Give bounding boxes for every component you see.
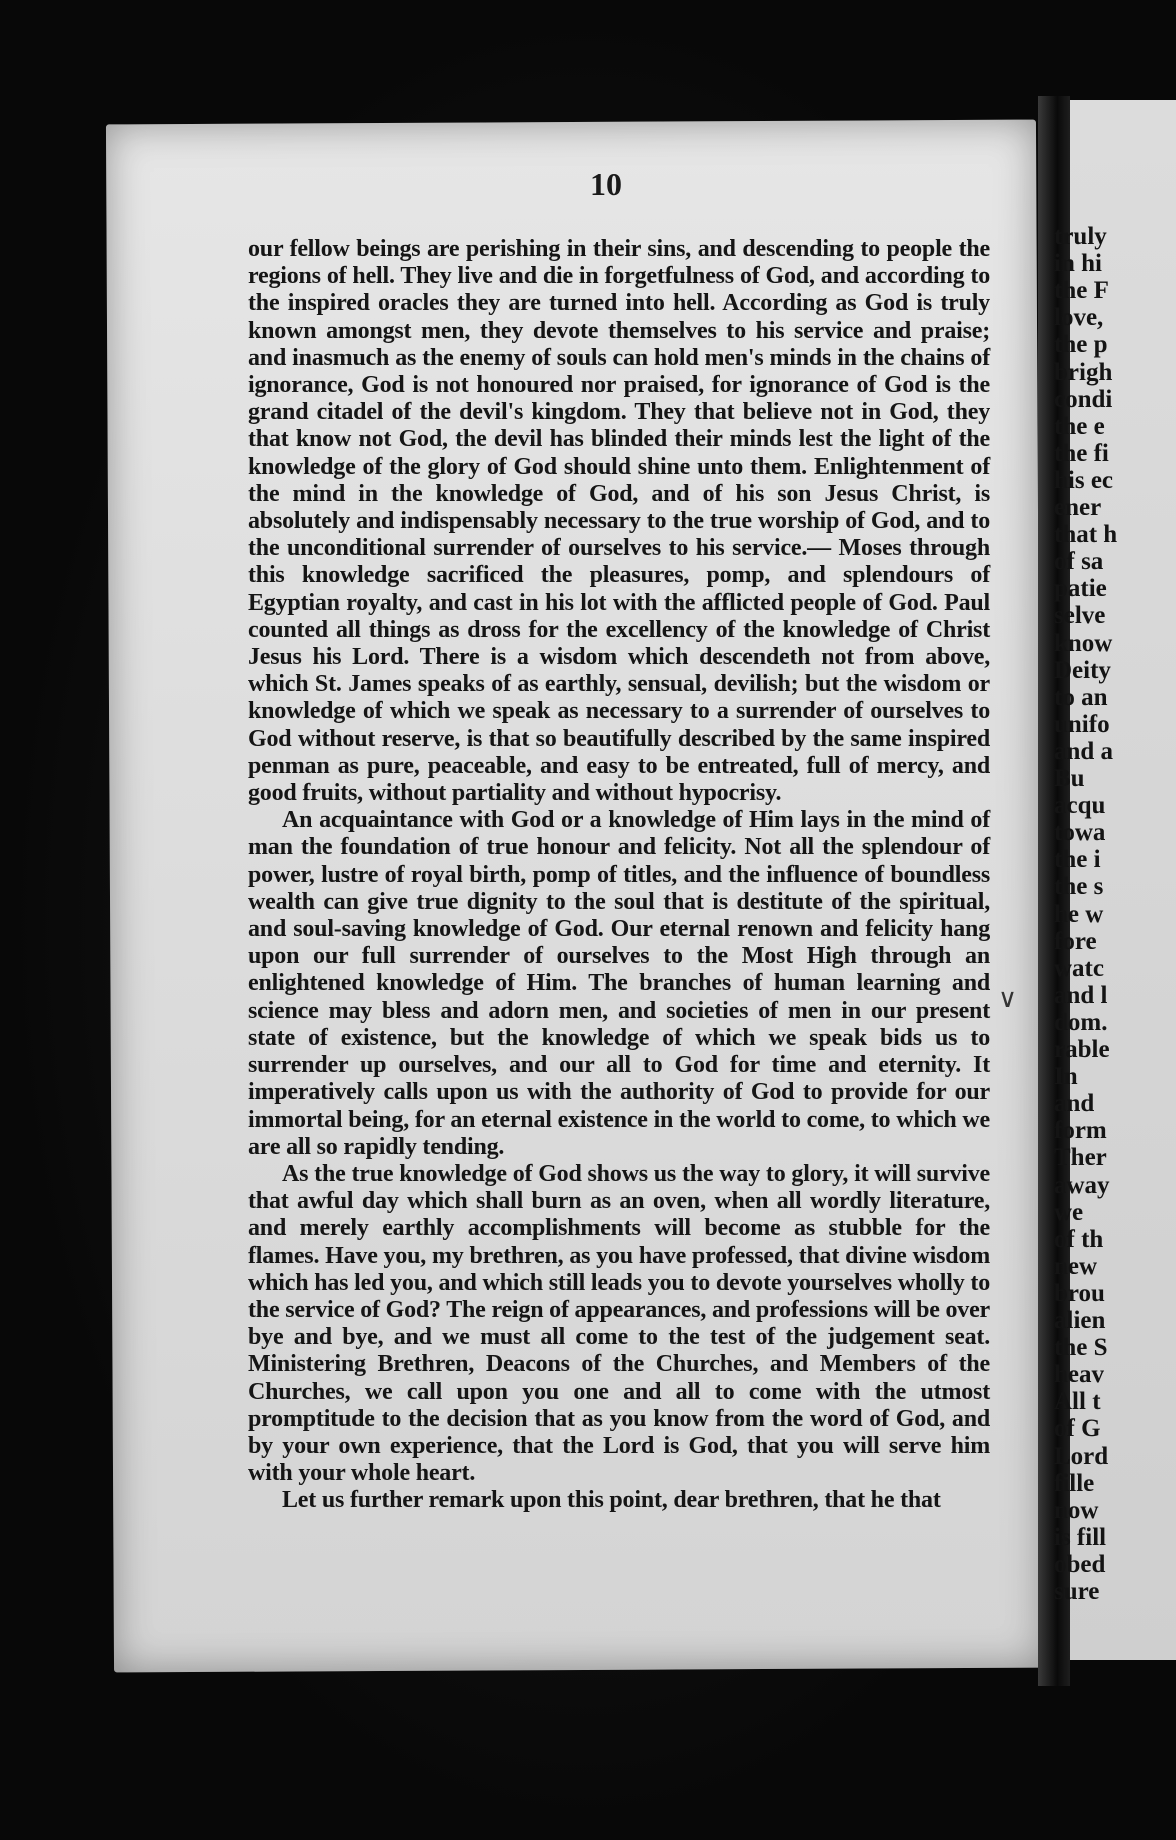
facing-page-fragment: In — [1054, 1063, 1078, 1091]
facing-page-fragment: and — [1054, 1090, 1095, 1118]
facing-page-fragment: heav — [1054, 1361, 1104, 1389]
facing-page-fragment: love, — [1054, 304, 1104, 332]
facing-page-fragment: fore — [1054, 927, 1097, 955]
facing-page-fragment: the i — [1054, 846, 1101, 874]
facing-page-fragment: unifo — [1054, 710, 1110, 738]
facing-page-fragment: watc — [1054, 954, 1104, 982]
facing-page-fragment: obed — [1054, 1550, 1106, 1578]
paragraph-2: An acquaintance with God or a knowledge of Him lays in the mind of man the foundation of true honour and felicity. Not all the splendour of power, lustre of royal birth, pomp of titles, and the influence of boundless wealth can give true dignity to the soul that is destitute of the spiritual, and soul-saving knowledge of God. Our eternal renown and felicity hang upon our full surrender of ourselves to the Most High through an enlightened knowledge of Him. The branches of human learning and science may bless and adorn men, and societies of men in our present state of existence, but the knowledge of which we speak bids us to surrender up ourselves, and our all to God for time and eternity. It imperatively calls upon us with the authority of God to provide for our immortal being, for an eternal existence in the world to come, to which we are all so rapidly tending. — [248, 807, 990, 1160]
facing-page-fragment: and a — [1054, 737, 1114, 765]
facing-page-fragment: selve — [1054, 602, 1106, 630]
facing-page-fragment: the p — [1054, 331, 1108, 359]
facing-page-fragment: towa — [1054, 819, 1106, 847]
facing-page-fragment: the S — [1054, 1334, 1108, 1362]
facing-page-fragment: of th — [1054, 1225, 1104, 1253]
facing-page-edge — [1054, 100, 1176, 1660]
facing-page-fragment: dom. — [1054, 1008, 1108, 1036]
facing-page-fragment: Bu — [1054, 765, 1085, 792]
facing-page-fragment: his ec — [1054, 466, 1114, 494]
facing-page-fragment: Deity — [1054, 656, 1111, 684]
facing-page-fragment: the e — [1054, 412, 1105, 440]
facing-page-fragment: patie — [1054, 575, 1107, 603]
body-text — [248, 236, 990, 1515]
margin-tick-mark: ∨ — [998, 984, 1018, 1013]
facing-page-fragment: ener — [1054, 494, 1102, 521]
facing-page-fragment: fille — [1054, 1469, 1095, 1497]
facing-page-fragment: the s — [1054, 873, 1104, 901]
facing-page-fragment: rable — [1054, 1036, 1110, 1063]
facing-page-fragment: to an — [1054, 683, 1108, 711]
facing-page-fragment: the fi — [1054, 439, 1109, 467]
facing-page-fragment: of sa — [1054, 548, 1104, 576]
paragraph-3: As the true knowledge of God shows us the way to glory, it will survive that awful day which shall burn as an oven, when all wordly literature, and merely earthly accomplishments will become as stubble for the flames. Have you, my brethren, as you have professed, that divine wisdom which has led you, and which still leads you to devote yourselves wholly to the service of God? The reign of appearances, and professions will be over bye and bye, and we must all come to the test of the judgement seat. Ministering Brethren, Deacons of the Churches, and Members of the Churches, we call upon you one and all to come with the utmost promptitude to the decision that as you know from the word of God, and by your own experience, that the Lord is God, that you will serve him with your whole heart. — [248, 1160, 990, 1487]
paragraph-4: Let us further remark upon this point, dear brethren, that he that — [282, 1487, 941, 1514]
facing-page-fragment: he w — [1054, 900, 1104, 928]
facing-page-fragment: acqu — [1054, 792, 1106, 820]
facing-page-fragment: brou — [1054, 1279, 1105, 1307]
facing-page-fragment: that h — [1054, 521, 1118, 549]
facing-page-fragment: form — [1054, 1117, 1107, 1145]
facing-page-fragment: of G — [1054, 1415, 1101, 1443]
facing-page-fragment: condi — [1054, 385, 1113, 413]
facing-page-fragment: is fill — [1054, 1523, 1107, 1551]
facing-page-fragment: truly — [1054, 223, 1107, 250]
facing-page-fragment: we — [1054, 1198, 1084, 1226]
facing-page-fragment: new — [1054, 1252, 1098, 1280]
facing-page-fragment: in hi — [1054, 250, 1102, 278]
facing-page-fragment: brigh — [1054, 358, 1113, 386]
facing-page-fragment: know — [1054, 629, 1113, 657]
facing-page-fragment: away — [1054, 1171, 1110, 1199]
facing-page-fragment: now — [1054, 1496, 1099, 1524]
facing-page-fragment: the F — [1054, 277, 1109, 305]
facing-page-fragment: sure — [1054, 1578, 1100, 1605]
facing-page-fragment: Lord — [1054, 1442, 1109, 1470]
facing-page-fragment: Ther — [1054, 1144, 1107, 1172]
paragraph-1: our fellow beings are perishing in their sins, and descending to people the regions of hell. They live and die in forgetfulness of God, and according to the inspired oracles they are turned into hell. According as God is truly known amongst men, they devote themselves to his service and praise; and inasmuch as the enemy of souls can hold men's minds in the chains of ignorance, God is not honoured nor praised, for ignorance of God is the grand citadel of the devil's kingdom. They that believe not in God, they that know not God, the devil has blinded their minds lest the light of the knowledge of the glory of God should shine unto them. Enlightenment of the mind in the knowledge of God, and of his son Jesus Christ, is absolutely and indispensably necessary to the true worship of God, and to the unconditional surrender of ourselves to his service.— Moses through this knowledge sacrificed the pleasures, pomp, and splendours of Egyptian royalty, and cast in his lot with the afflicted people of God. Paul counted all things as dross for the excellency of the knowledge of Christ Jesus his Lord. There is a wisdom which descendeth not from above, which St. James speaks of as earthly, sensual, devilish; but the wisdom or knowledge of which we speak as necessary to a surrender of ourselves to God without reserve, is that so beautifully described by the same inspired penman as pure, peaceable, and easy to be entreated, full of mercy, and good fruits, without partiality and without hypocrisy. — [248, 236, 990, 807]
page-number: 10 — [590, 166, 622, 202]
facing-page-fragment: alien — [1054, 1307, 1106, 1334]
facing-page-fragment: All t — [1054, 1388, 1101, 1416]
facing-page-fragment: and l — [1054, 981, 1108, 1009]
